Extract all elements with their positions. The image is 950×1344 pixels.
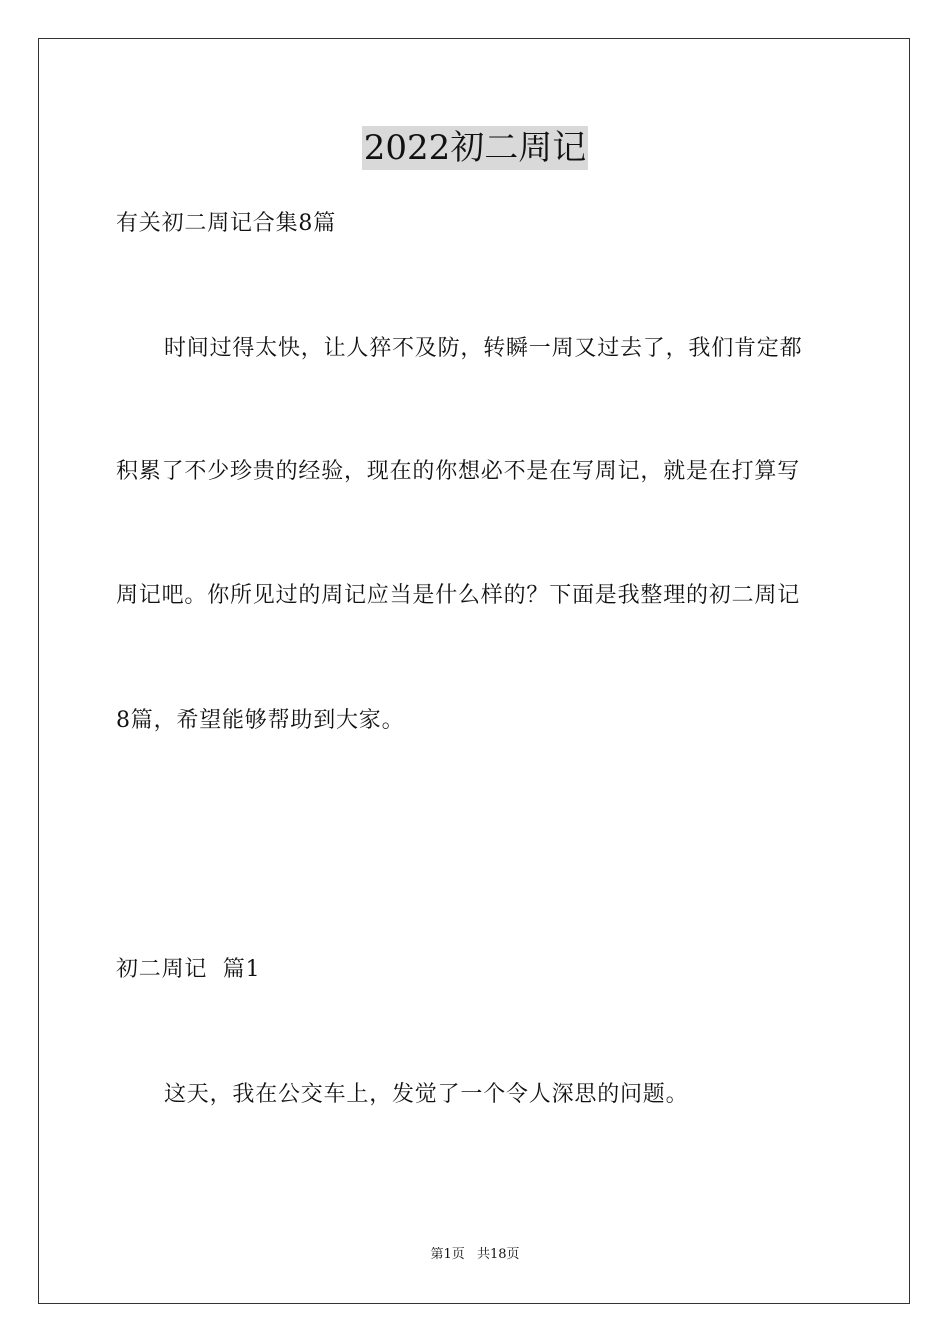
page-footer: [0, 1246, 950, 1264]
intro-line: 时间过得太快，让人猝不及防，转瞬一周又过去了，我们肯定都: [164, 336, 803, 361]
page-number: 第1页: [430, 1247, 465, 1262]
document-subtitle: 有关初二周记合集8篇: [116, 211, 336, 236]
section-heading: 初二周记 篇1: [116, 957, 261, 982]
document-title: 2022初二周记: [363, 128, 587, 168]
page-total: 共18页: [476, 1247, 520, 1262]
intro-line: 8篇，希望能够帮助到大家。: [116, 708, 405, 733]
intro-line: 周记吧。你所见过的周记应当是什么样的？下面是我整理的初二周记: [116, 583, 801, 608]
title-container: [0, 126, 950, 170]
intro-line: 积累了不少珍贵的经验，现在的你想必不是在写周记，就是在打算写: [116, 459, 801, 484]
section-paragraph: 这天，我在公交车上，发觉了一个令人深思的问题。: [164, 1082, 689, 1107]
